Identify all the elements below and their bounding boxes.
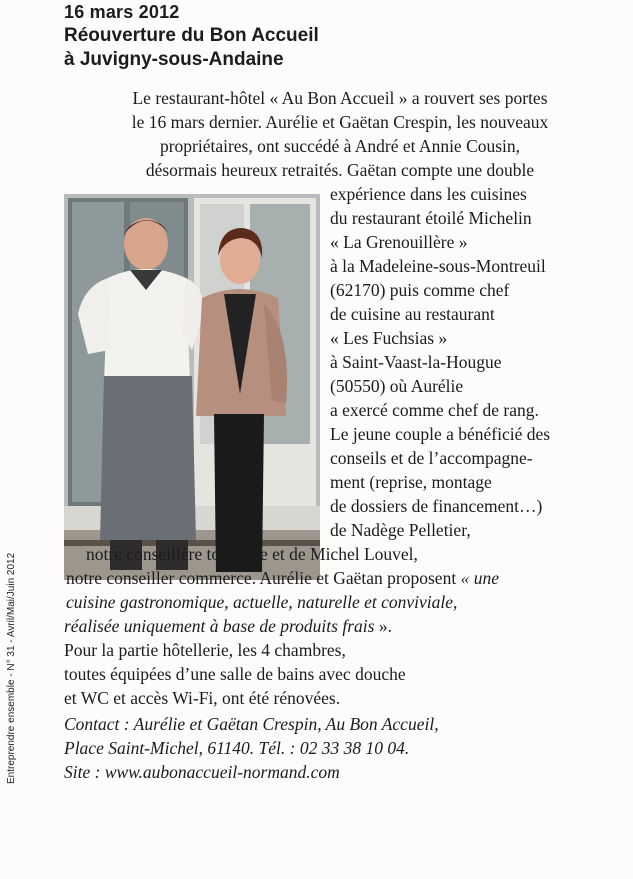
quote-text: réalisée uniquement à base de produits frais [64, 616, 375, 636]
body-line: propriétaires, ont succédé à André et Annie Cousin, [159, 136, 521, 156]
body-line: désormais heureux retraités. Gaëtan compte une double [145, 160, 535, 180]
body-line: Pour la partie hôtellerie, les 4 chambres, [64, 640, 346, 660]
body-line: Le jeune couple a bénéficié des [330, 424, 551, 444]
body-line: et WC et accès Wi-Fi, ont été rénovées. [64, 688, 341, 708]
body-line: à Saint-Vaast-la-Hougue [330, 352, 502, 372]
body-line: de cuisine au restaurant [330, 304, 495, 324]
body-line: a exercé comme chef de rang. [330, 400, 539, 420]
title-line-1: Réouverture du Bon Accueil [64, 25, 319, 46]
body-line: de Nadège Pelletier, [330, 520, 471, 540]
body-line: (50550) où Aurélie [330, 376, 464, 396]
title-line-2: à Juvigny-sous-Andaine [64, 49, 284, 70]
quote-line [64, 614, 392, 638]
body-line: expérience dans les cuisines [330, 184, 527, 204]
quote-line: cuisine gastronomique, actuelle, naturelle et conviviale, [66, 592, 458, 612]
body-line: ment (reprise, montage [330, 472, 492, 492]
body-line: conseils et de l’accompagne- [330, 448, 533, 468]
body-line [66, 566, 499, 590]
body-line: toutes équipées d’une salle de bains avec douche [64, 664, 406, 684]
body-line: Le restaurant-hôtel « Au Bon Accueil » a rouvert ses portes [132, 88, 548, 108]
article-date: 16 mars 2012 [64, 2, 180, 22]
body-line: (62170) puis comme chef [330, 280, 510, 300]
body-line: le 16 mars dernier. Aurélie et Gaëtan Crespin, les nouveaux [131, 112, 549, 132]
quote-text: « une [460, 568, 499, 588]
couple-photo-icon [64, 194, 320, 580]
body-line: « Les Fuchsias » [330, 328, 448, 348]
issue-caption: Entreprendre ensemble - N° 31 - Avril/Mai/Juin 2012 [6, 552, 17, 784]
body-line: de dossiers de financement…) [330, 496, 543, 516]
body-line: notre conseillère tourisme et de Michel Louvel, [86, 544, 418, 564]
body-line: à la Madeleine-sous-Montreuil [330, 256, 546, 276]
body-line: du restaurant étoilé Michelin [330, 208, 532, 228]
contact-address: Place Saint-Michel, 61140. Tél. : 02 33 38 10 04. [64, 738, 410, 758]
body-line: « La Grenouillère » [330, 232, 468, 252]
article-title [64, 24, 319, 72]
body-text: notre conseiller commerce. Aurélie et Gaëtan proposent [66, 568, 457, 588]
quote-close: ». [378, 616, 392, 636]
contact-line: Contact : Aurélie et Gaëtan Crespin, Au Bon Accueil, [64, 714, 439, 734]
website-link[interactable]: Site : www.aubonaccueil-normand.com [64, 762, 340, 782]
